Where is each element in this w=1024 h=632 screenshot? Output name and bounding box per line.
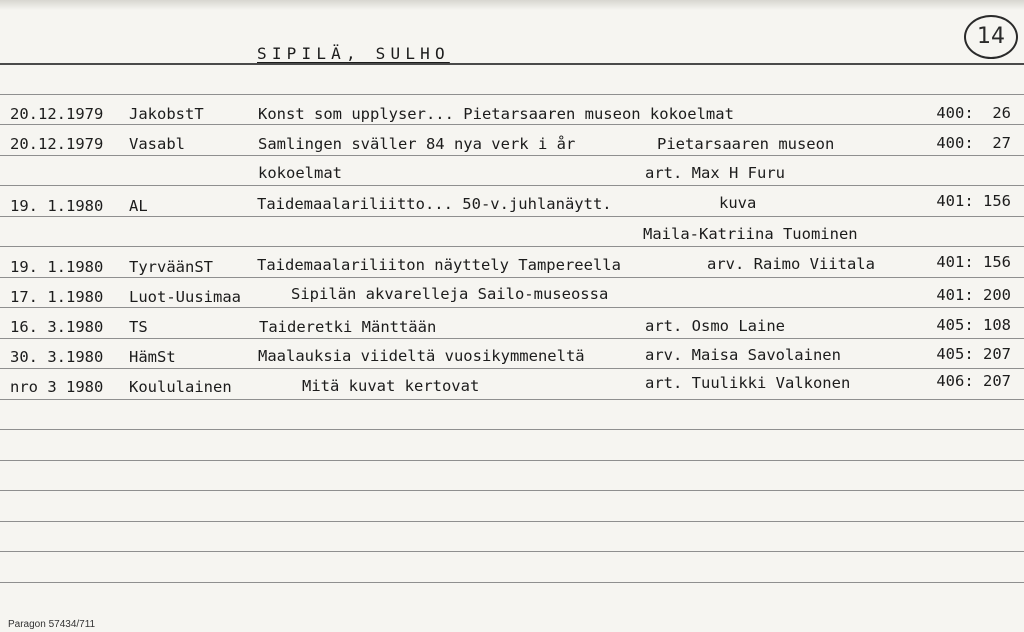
entry-source: Vasabl [129,135,185,153]
ruled-line [0,185,1024,186]
entry-ref: 401: 200 [936,286,1011,304]
entry-text: Taidemaalariliitto... 50-v.juhlanäytt. [257,195,612,213]
entry-date: 17. 1.1980 [10,288,104,306]
card-title: SIPILÄ, SULHO [257,44,450,63]
entry-note: art. Osmo Laine [645,317,785,335]
ruled-line [0,429,1024,430]
entry-note: arv. Maisa Savolainen [645,346,841,364]
entry-note: art. Tuulikki Valkonen [645,374,851,392]
entry-note: arv. Raimo Viitala [707,255,875,273]
entry-source: JakobstT [129,105,204,123]
ruled-line [0,551,1024,552]
ruled-line [0,246,1024,247]
entry-ref: 401: 156 [936,253,1011,271]
entry-date: 20.12.1979 [10,135,104,153]
entry-source: TS [129,318,148,336]
printer-mark: Paragon 57434/711 [8,619,96,630]
entry-note: kuva [719,194,757,212]
entry-source: TyrväänST [129,258,213,276]
entry-date: nro 3 1980 [10,378,104,396]
entry-date: 20.12.1979 [10,105,104,123]
page-number-circle: 14 [964,15,1018,59]
entry-text: Mitä kuvat kertovat [302,377,480,395]
entry-ref: 405: 207 [936,345,1011,363]
entry-note: Maila-Katriina Tuominen [643,225,858,243]
entry-ref: 405: 108 [936,316,1011,334]
ruled-line [0,368,1024,369]
entry-text: Taidemaalariliiton näyttely Tampereella [257,256,621,274]
entry-date: 16. 3.1980 [10,318,104,336]
entry-ref: 400: 27 [936,134,1011,152]
entry-text: Taideretki Mänttään [259,318,437,336]
entry-source: HämSt [129,348,176,366]
entry-text: Samlingen sväller 84 nya verk i år [258,135,576,153]
ruled-line [0,216,1024,217]
entry-text: kokoelmat [258,164,342,182]
entry-date: 19. 1.1980 [10,197,104,215]
entry-text: Maalauksia viideltä vuosikymmeneltä [258,347,585,365]
entry-source: Luot-Uusimaa [129,288,241,306]
entry-date: 19. 1.1980 [10,258,104,276]
entry-source: AL [129,197,148,215]
card-top-edge [0,0,1024,10]
ruled-line [0,277,1024,278]
ruled-line [0,155,1024,156]
ruled-line [0,399,1024,400]
ruled-line [0,582,1024,583]
ruled-line [0,307,1024,308]
entry-ref: 406: 207 [936,372,1011,390]
ruled-line [0,521,1024,522]
entry-source: Koululainen [129,378,232,396]
entry-text: Sipilän akvarelleja Sailo-museossa [291,285,609,303]
ruled-line [0,460,1024,461]
entry-ref: 400: 26 [936,104,1011,122]
entry-text: Konst som upplyser... Pietarsaaren museon kokoelmat [258,105,734,123]
header-rule [0,63,1024,65]
entry-ref: 401: 156 [936,192,1011,210]
ruled-line [0,338,1024,339]
entry-note: art. Max H Furu [645,164,785,182]
ruled-line [0,124,1024,125]
ruled-line [0,94,1024,95]
entry-date: 30. 3.1980 [10,348,104,366]
ruled-line [0,490,1024,491]
entry-note: Pietarsaaren museon [657,135,835,153]
